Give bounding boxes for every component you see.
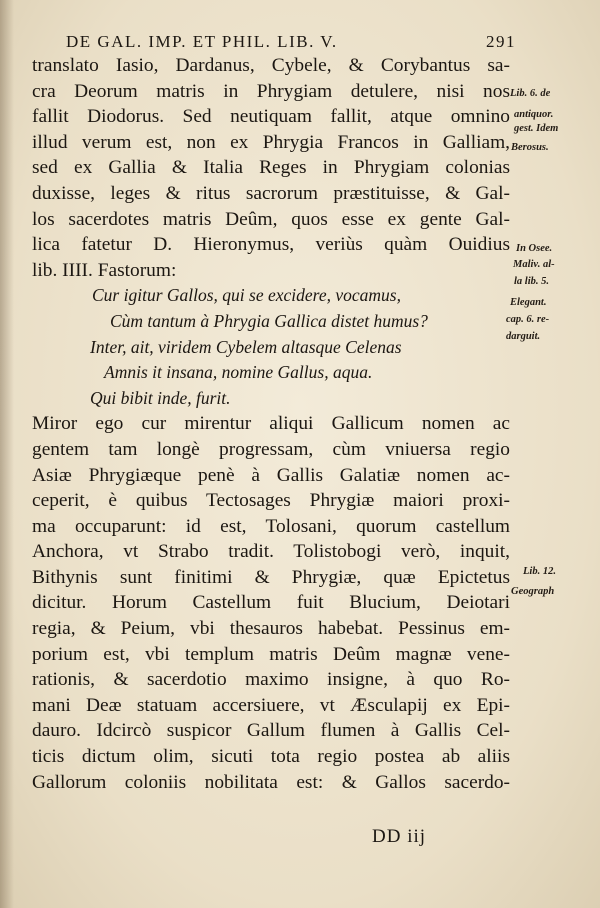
page-number: 291	[486, 32, 516, 51]
text-line: ma occuparunt: id est, Tolosani, quorum castellum	[32, 515, 510, 537]
text-line: mani Deæ statuam accersiuere, vt Æsculapij ex Epi-	[32, 694, 510, 716]
text-line: dauro. Idcircò suspicor Gallum flumen à Gallis Cel-	[32, 720, 510, 742]
margin-note: In Osee.	[516, 243, 553, 254]
running-title: DE GAL. IMP. ET PHIL. LIB. V.	[66, 32, 338, 51]
verse-line: Amnis it insana, nomine Gallus, aqua.	[104, 362, 373, 383]
margin-note: Lib. 12.	[523, 566, 556, 577]
text-line: ceperit, è quibus Tectosages Phrygiæ maiori proxi-	[32, 490, 510, 512]
margin-note: Elegant.	[510, 297, 547, 308]
binding-shadow	[0, 0, 14, 908]
margin-note: antiquor.	[514, 109, 554, 120]
text-line: rationis, & sacerdotio maximo insigne, à quo Ro-	[32, 669, 510, 691]
text-line: los sacerdotes matris Deûm, quos esse ex gente Gal-	[32, 208, 510, 230]
text-line: dicitur. Horum Castellum fuit Blucium, Deiotari	[32, 592, 510, 614]
text-line: Bithynis sunt finitimi & Phrygiæ, quæ Epictetus	[32, 566, 510, 588]
text-line: Asiæ Phrygiæque penè à Gallis Galatiæ nomen ac-	[32, 464, 510, 486]
text-line: regia, & Peium, vbi thesauros habebat. Pessinus em-	[32, 618, 510, 640]
signature-mark: DD iij	[372, 826, 427, 847]
text-line: Miror ego cur mirentur aliqui Gallicum nomen ac	[32, 413, 510, 435]
margin-note: Maliv. al-	[513, 259, 555, 270]
text-line: gentem tam longè progressam, cùm vniuersa regio	[32, 438, 510, 460]
text-line: translato Iasio, Dardanus, Cybele, & Corybantus sa-	[32, 55, 510, 76]
verse-line: Cùm tantum à Phrygia Gallica distet humus?	[110, 310, 428, 331]
text-line: duxisse, leges & ritus sacrorum præstituisse, & Gal-	[32, 182, 510, 204]
margin-note: Geograph	[511, 586, 555, 597]
text-line: Gallorum coloniis nobilitata est: & Gallos sacerdo-	[32, 771, 510, 793]
margin-note: Lib. 6. de	[510, 88, 551, 99]
margin-note: Berosus.	[511, 142, 549, 153]
text-line: cra Deorum matris in Phrygiam detulere, nisi nos	[32, 80, 510, 102]
margin-note: gest. Idem	[514, 123, 559, 134]
text-line: illud verum est, non ex Phrygia Francos in Galliam,	[32, 131, 510, 153]
margin-note: cap. 6. re-	[506, 314, 550, 325]
text-line: porium est, vbi templum matris Deûm magnæ vene-	[32, 643, 510, 665]
text-line: ticis dictum olim, sicuti tota regio postea ab aliis	[32, 746, 510, 768]
text-line: Anchora, vt Strabo tradit. Tolistobogi verò, inquit,	[32, 541, 510, 563]
text-line: fallit Diodorus. Sed neutiquam fallit, atque omnino	[32, 106, 510, 128]
text-line: lica fatetur D. Hieronymus, veriùs quàm Ouidius	[32, 234, 510, 256]
margin-note: la lib. 5.	[514, 276, 550, 287]
verse-line: Inter, ait, viridem Cybelem altasque Celenas	[90, 336, 402, 357]
text-line: lib. IIII. Fastorum:	[32, 259, 177, 281]
verse-line: Qui bibit inde, furit.	[90, 387, 231, 408]
margin-note: darguit.	[506, 331, 541, 342]
main-text	[32, 53, 510, 795]
text-line: sed ex Gallia & Italia Reges in Phrygiam colonias	[32, 157, 510, 179]
verse-line: Cur igitur Gallos, qui se excidere, vocamus,	[92, 285, 401, 306]
